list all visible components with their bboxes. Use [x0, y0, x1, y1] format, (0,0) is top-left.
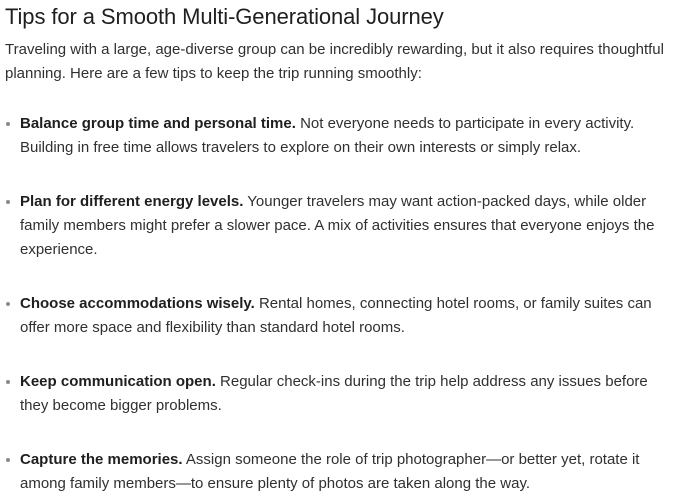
tip-text	[20, 190, 674, 262]
tip-body: Assign someone the role of trip photographer—or better yet, rotate it among family members—to ensure plenty of photos are taken along the way.	[20, 451, 640, 492]
list-item	[0, 292, 674, 340]
tip-lead: Choose accommodations wisely.	[20, 295, 255, 312]
bullet-dot	[6, 302, 10, 306]
tip-text	[20, 292, 674, 340]
tip-lead: Capture the memories.	[20, 451, 183, 468]
section-heading: Tips for a Smooth Multi-Generational Journey	[5, 4, 444, 29]
bullet-dot	[6, 458, 10, 462]
tip-body: Regular check-ins during the trip help address any issues before they become bigger problems.	[20, 373, 648, 414]
tip-body: Rental homes, connecting hotel rooms, or family suites can offer more space and flexibility than standard hotel rooms.	[20, 295, 652, 336]
bullet-dot	[6, 200, 10, 204]
list-item	[0, 112, 674, 160]
tips-list	[0, 112, 674, 494]
tip-lead: Plan for different energy levels.	[20, 193, 244, 210]
bullet-dot	[6, 380, 10, 384]
list-item	[0, 448, 674, 494]
intro-paragraph: Traveling with a large, age-diverse group can be incredibly rewarding, but it also requires thoughtful planning. Here are a few tips to keep the trip running smoothly:	[5, 41, 664, 82]
tip-body: Not everyone needs to participate in every activity. Building in free time allows travelers to explore on their own interests or simply relax.	[20, 115, 635, 156]
tip-text	[20, 448, 674, 494]
tip-body: Younger travelers may want action-packed days, while older family members might prefer a slower pace. A mix of activities ensures that everyone enjoys the experience.	[20, 193, 655, 258]
tip-lead: Keep communication open.	[20, 373, 216, 390]
tip-text	[20, 370, 674, 418]
list-item	[0, 190, 674, 262]
tip-lead: Balance group time and personal time.	[20, 115, 296, 132]
tip-text	[20, 112, 674, 160]
bullet-dot	[6, 122, 10, 126]
list-item	[0, 370, 674, 418]
